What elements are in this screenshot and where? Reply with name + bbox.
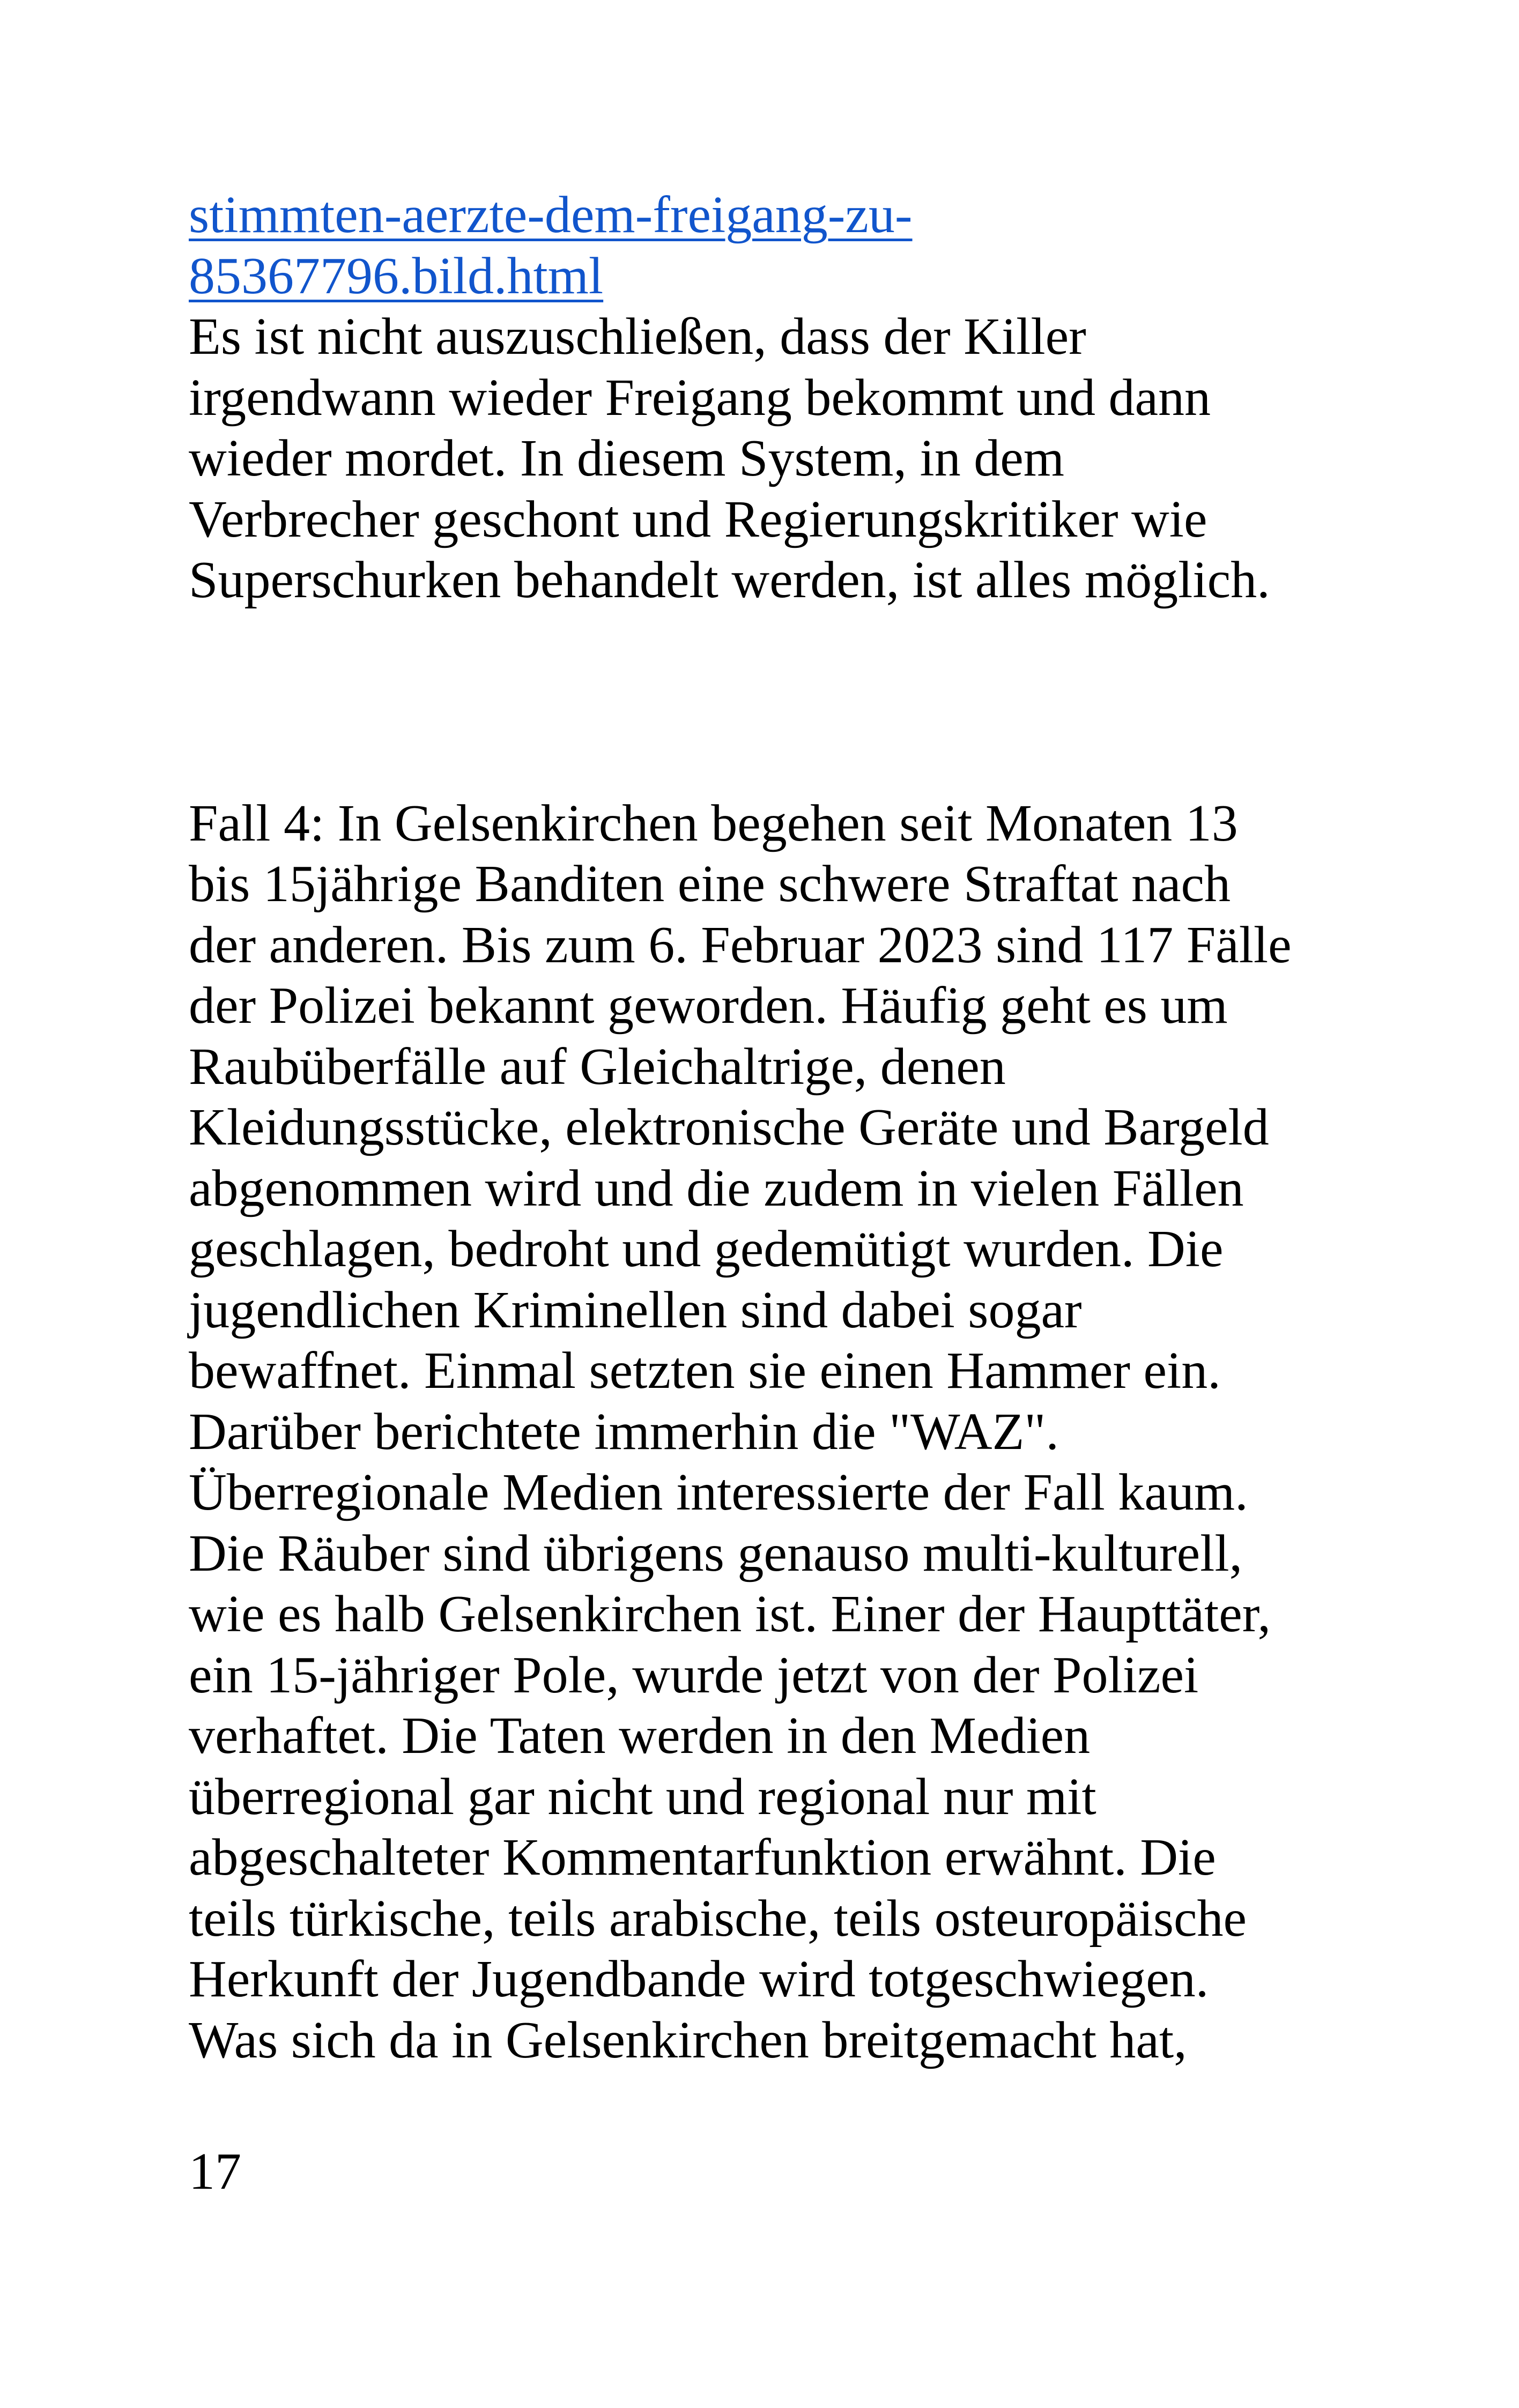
text-line: abgenommen wird und die zudem in vielen Fällen <box>189 1159 1244 1217</box>
text-line: überregional gar nicht und regional nur mit <box>189 1767 1096 1826</box>
text-line: der Polizei bekannt geworden. Häufig geht es um <box>189 977 1228 1035</box>
text-line: teils türkische, teils arabische, teils osteuropäische <box>189 1889 1247 1948</box>
text-line: Herkunft der Jugendbande wird totgeschwiegen. <box>189 1950 1209 2008</box>
paragraph-fall-4 <box>189 793 1422 2071</box>
article-link-line-1[interactable]: stimmten-aerzte-dem-freigang-zu- <box>189 186 913 244</box>
text-line: Raubüberfälle auf Gleichaltrige, denen <box>189 1037 1006 1096</box>
text-line: Darüber berichtete immerhin die "WAZ". <box>189 1402 1059 1461</box>
text-line: wie es halb Gelsenkirchen ist. Einer der Haupttäter, <box>189 1585 1271 1643</box>
text-line: ein 15-jähriger Pole, wurde jetzt von der Polizei <box>189 1646 1199 1704</box>
text-line: wieder mordet. In diesem System, in dem <box>189 429 1064 487</box>
text-line: verhaftet. Die Taten werden in den Medien <box>189 1707 1091 1765</box>
text-line: Fall 4: In Gelsenkirchen begehen seit Monaten 13 <box>189 794 1238 852</box>
paragraph-spacer <box>189 611 1422 793</box>
article-link-line-2[interactable]: 85367796.bild.html <box>189 247 604 305</box>
text-line: Überregionale Medien interessierte der Fall kaum. <box>189 1463 1248 1521</box>
text-line: geschlagen, bedroht und gedemütigt wurden. Die <box>189 1220 1224 1278</box>
text-line: Es ist nicht auszuschließen, dass der Killer <box>189 308 1086 366</box>
text-line: irgendwann wieder Freigang bekommt und dann <box>189 368 1211 427</box>
text-line: Die Räuber sind übrigens genauso multi-kulturell, <box>189 1524 1243 1582</box>
paragraph-killer <box>189 307 1422 611</box>
text-line: bewaffnet. Einmal setzten sie einen Hammer ein. <box>189 1342 1221 1400</box>
text-line: bis 15jährige Banditen eine schwere Straftat nach <box>189 855 1231 913</box>
text-line: Verbrecher geschont und Regierungskritiker wie <box>189 490 1207 548</box>
text-line: Superschurken behandelt werden, ist alles möglich. <box>189 551 1270 609</box>
text-line: der anderen. Bis zum 6. Februar 2023 sind 117 Fälle <box>189 916 1292 974</box>
text-line: Was sich da in Gelsenkirchen breitgemacht hat, <box>189 2011 1187 2069</box>
text-line: abgeschalteter Kommentarfunktion erwähnt. Die <box>189 1829 1216 1886</box>
body-text <box>189 185 1422 2071</box>
page-number: 17 <box>189 2143 241 2201</box>
text-line: Kleidungsstücke, elektronische Geräte und Bargeld <box>189 1098 1269 1156</box>
text-line: jugendlichen Kriminellen sind dabei sogar <box>189 1281 1082 1339</box>
